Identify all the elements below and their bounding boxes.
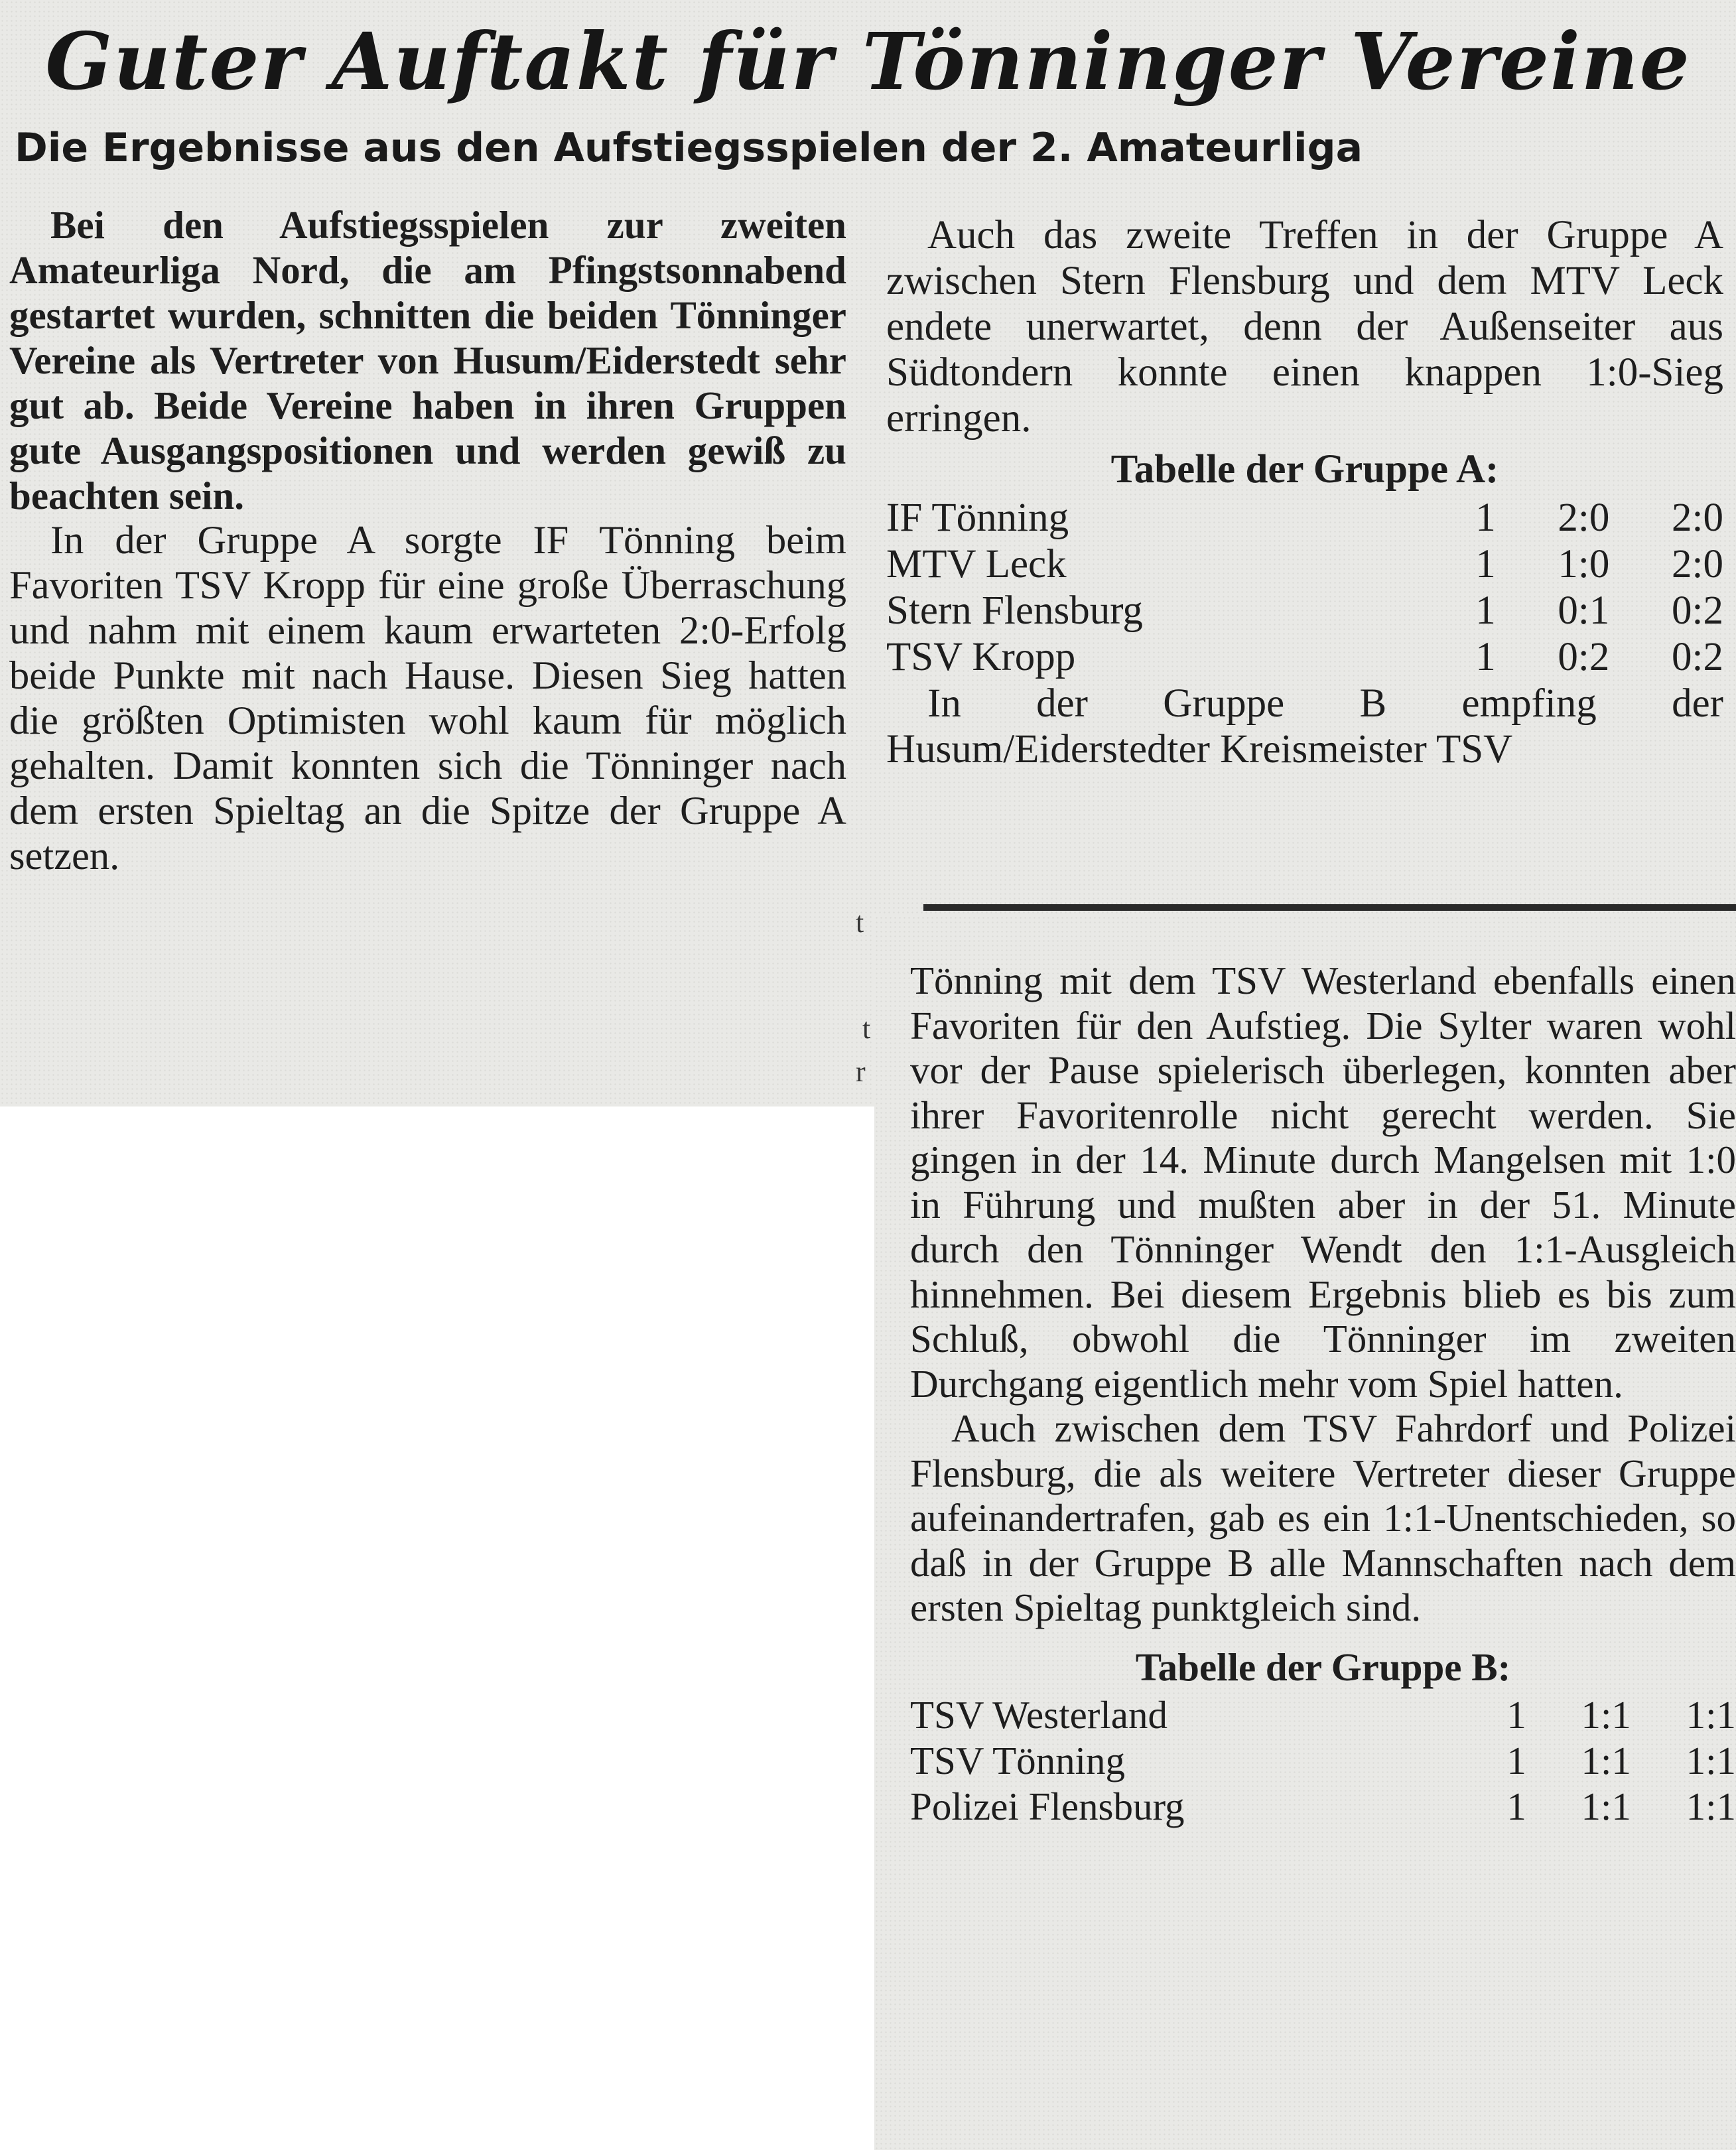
- table-a: [886, 495, 1723, 681]
- team-cell: IF Tönning: [886, 496, 1069, 540]
- points-cell: 2:0: [1672, 542, 1723, 586]
- margin-mark: t: [856, 906, 864, 939]
- right-column: [886, 212, 1723, 772]
- team-cell: TSV Tönning: [910, 1739, 1126, 1782]
- games-cell: 1: [1475, 496, 1496, 540]
- table-b: [910, 1692, 1736, 1830]
- lead-paragraph: Bei den Aufstiegsspielen zur zweiten Amateurliga Nord, die am Pfingstsonnabend gestartet wurden, schnitten die beiden Tönninger Vereine als Vertreter von Husum/Eiderstedt sehr gut ab. Beide Vereine haben in ihren Gruppen gute Ausgangspositionen und werden gewiß zu beachten sein.: [9, 203, 846, 517]
- points-cell: 0:2: [1672, 635, 1723, 679]
- games-cell: 1: [1506, 1784, 1526, 1828]
- goals-cell: 1:1: [1581, 1693, 1631, 1737]
- points-cell: 0:2: [1672, 588, 1723, 633]
- continuation-column: [910, 959, 1736, 1830]
- goals-cell: 1:1: [1581, 1739, 1631, 1782]
- article-subheadline: Die Ergebnisse aus den Aufstiegsspielen der 2. Amateurliga: [15, 125, 1363, 171]
- table-row: [910, 1738, 1736, 1784]
- team-cell: Stern Flensburg: [886, 588, 1143, 633]
- team-cell: Polizei Flensburg: [910, 1784, 1185, 1828]
- table-row: [886, 634, 1723, 681]
- table-row: [910, 1784, 1736, 1830]
- games-cell: 1: [1506, 1693, 1526, 1737]
- group-b-intro-paragraph: In der Gruppe B empfing der Husum/Eiderstedter Kreismeister TSV: [886, 681, 1723, 772]
- table-row: [886, 495, 1723, 541]
- table-row: [886, 588, 1723, 634]
- table-a-title: Tabelle der Gruppe A:: [1110, 447, 1499, 492]
- group-a-paragraph: In der Gruppe A sorgte IF Tönning beim Favoriten TSV Kropp für eine große Überraschung und nahm mit einem kaum erwarteten 2:0-Erfolg beide Punkte mit nach Hause. Diesen Sieg hatten die größten Optimisten wohl kaum für möglich gehalten. Damit konnten sich die Tönninger nach dem ersten Spieltag an die Spitze der Gruppe A setzen.: [9, 518, 846, 878]
- points-cell: 2:0: [1672, 496, 1723, 540]
- second-match-paragraph: Auch das zweite Treffen in der Gruppe A zwischen Stern Flensburg und dem MTV Leck endete unerwartet, denn der Außenseiter aus Südtondern konnte einen knappen 1:0-Sieg erringen.: [886, 213, 1723, 440]
- games-cell: 1: [1506, 1739, 1526, 1782]
- table-b-title: Tabelle der Gruppe B:: [1135, 1645, 1511, 1689]
- goals-cell: 2:0: [1558, 496, 1610, 540]
- goals-cell: 1:0: [1558, 542, 1610, 586]
- goals-cell: 0:2: [1558, 635, 1610, 679]
- article-headline: Guter Auftakt für Tönninger Vereine: [45, 15, 1691, 107]
- table-row: [910, 1692, 1736, 1738]
- column-divider-rule: [923, 904, 1736, 911]
- games-cell: 1: [1475, 542, 1496, 586]
- team-cell: TSV Westerland: [910, 1693, 1168, 1737]
- points-cell: 1:1: [1686, 1784, 1736, 1828]
- games-cell: 1: [1475, 588, 1496, 633]
- margin-mark: t: [862, 1012, 871, 1045]
- games-cell: 1: [1475, 635, 1496, 679]
- points-cell: 1:1: [1686, 1739, 1736, 1782]
- margin-mark: r: [856, 1055, 866, 1088]
- goals-cell: 0:1: [1558, 588, 1610, 633]
- left-column: [9, 202, 846, 879]
- goals-cell: 1:1: [1581, 1784, 1631, 1828]
- fahrdorf-paragraph: Auch zwischen dem TSV Fahrdorf und Polizei Flensburg, die als weitere Vertreter dieser Gruppe aufeinandertrafen, gab es ein 1:1-Unentschieden, so daß in der Gruppe B alle Mannschaften nach dem ersten Spieltag punktgleich sind.: [910, 1406, 1736, 1629]
- table-row: [886, 541, 1723, 588]
- team-cell: MTV Leck: [886, 542, 1067, 586]
- group-b-continued-paragraph: Tönning mit dem TSV Westerland ebenfalls einen Favoriten für den Aufstieg. Die Sylter waren wohl vor der Pause spielerisch überlegen, konnten aber ihrer Favoritenrolle nicht gerecht werden. Sie gingen in der 14. Minute durch Mangelsen mit 1:0 in Führung und mußten aber in der 51. Minute durch den Tönninger Wendt den 1:1-Ausgleich hinnehmen. Bei diesem Ergebnis blieb es bis zum Schluß, obwohl die Tönninger im zweiten Durchgang eigentlich mehr vom Spiel hatten.: [910, 959, 1736, 1406]
- points-cell: 1:1: [1686, 1693, 1736, 1737]
- team-cell: TSV Kropp: [886, 635, 1076, 679]
